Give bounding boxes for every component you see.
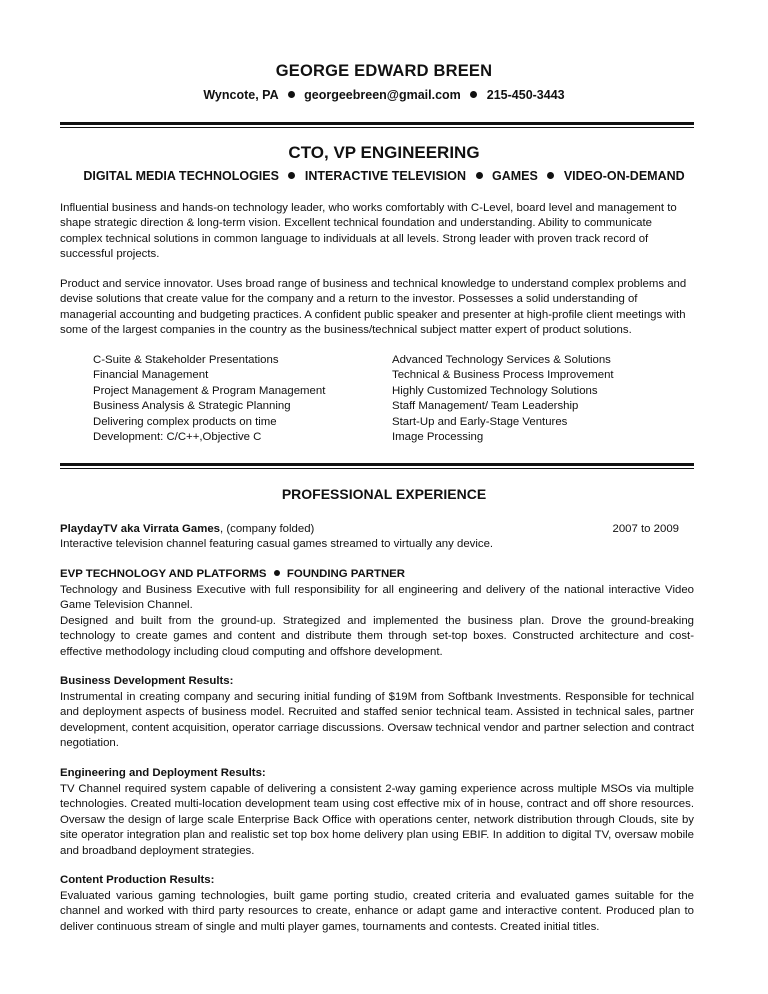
engineering-deployment-text: TV Channel required system capable of delivering a consistent 2-way gaming experience across multiple MSOs via multiple technologies. Created multi-location development team using cost effective mix of in house, contract and off shore resources. Oversaw the design of large scale Enterprise Back Office with operations center, network distribution through Clouds, site by site operator integration plan and realistic set top box home delivery plan using EBIF. In addition to digital TV, oversaw mobile and broadband deployment strategies. bbox=[60, 783, 694, 857]
phone: 215-450-3443 bbox=[486, 88, 565, 102]
company-name: PlaydayTV aka Virrata Games bbox=[60, 523, 220, 535]
summary-paragraph-2: Product and service innovator. Uses broad range of business and technical knowledge to understand complex problems and devise solutions that create value for the company and a return to the investor. Possesses a solid understanding of managerial accounting and budgeting practices. A confident public speaker and presenter at high-profile client meetings with some of the largest companies in the country as the business/technical subject matter expert of product solutions. bbox=[60, 278, 687, 337]
section-heading-experience: PROFESSIONAL EXPERIENCE bbox=[281, 486, 487, 502]
bullet-dot-icon bbox=[547, 172, 554, 179]
skill-item: Start-Up and Early-Stage Ventures bbox=[392, 415, 568, 428]
content-production-text: Evaluated various gaming technologies, built game porting studio, created criteria and evaluated games suitable for the channel and worked with third party resources to create, enhance or adapt game and interactive content. Produced plan to deliver continuous stream of single and multi player games, tournaments and contests. Created initial titles. bbox=[60, 890, 694, 933]
role-title: FOUNDING PARTNER bbox=[286, 568, 405, 580]
specialty: GAMES bbox=[492, 169, 538, 183]
role-title: EVP TECHNOLOGY AND PLATFORMS bbox=[60, 568, 267, 580]
specialty: INTERACTIVE TELEVISION bbox=[304, 169, 467, 183]
bullet-dot-icon bbox=[470, 91, 477, 98]
candidate-name: GEORGE EDWARD BREEN bbox=[275, 62, 493, 80]
bullet-dot-icon bbox=[476, 172, 483, 179]
skill-item: Financial Management bbox=[93, 369, 209, 382]
business-development-text: Instrumental in creating company and securing initial funding of $19M from Softbank Investments. Responsible for technical and deployment aspects of business model. Recruited and staffed senior technical team. Assisted in technical sales, partner development, content acquisition, operator carriage discussions. Oversaw technical vendor and partner selection and contract negotiation. bbox=[60, 691, 694, 750]
bullet-dot-icon bbox=[274, 570, 280, 576]
skill-item: Delivering complex products on time bbox=[93, 415, 277, 428]
skill-item: Business Analysis & Strategic Planning bbox=[93, 400, 291, 413]
summary-paragraph-1: Influential business and hands-on technology leader, who works comfortably with C-Level, board level and management to shape strategic direction & long-term vision. Excellent technical foundation and understanding. Ability to communicate complex technical solutions in common language to individuals at all levels. Strong leader with proven track record of successful projects. bbox=[60, 202, 677, 261]
company-note: , (company folded) bbox=[220, 523, 315, 535]
job-header bbox=[60, 522, 694, 537]
role-description-2: Designed and built from the ground-up. Strategized and implemented the business plan. Drove the ground-breaking technology to create games and content and distribute them through set-top boxes. Constructed architecture and cost-effective methodology including cloud computing and offshore development. bbox=[60, 615, 694, 658]
skill-item: C-Suite & Stakeholder Presentations bbox=[93, 354, 279, 366]
bullet-dot-icon bbox=[288, 172, 295, 179]
specialty: VIDEO-ON-DEMAND bbox=[563, 169, 685, 183]
header-divider bbox=[60, 122, 694, 128]
email[interactable]: georgeebreen@gmail.com bbox=[304, 88, 461, 102]
job-role bbox=[60, 568, 405, 580]
skill-item: Staff Management/ Team Leadership bbox=[392, 400, 579, 413]
location: Wyncote, PA bbox=[203, 88, 279, 102]
skills-column-left bbox=[93, 353, 325, 445]
subheading-engineering-deployment: Engineering and Deployment Results: bbox=[60, 767, 266, 779]
skill-item: Highly Customized Technology Solutions bbox=[392, 384, 598, 397]
subheading-content-production: Content Production Results: bbox=[60, 874, 215, 886]
skill-item: Development: C/C++,Objective C bbox=[93, 431, 262, 444]
skill-item: Advanced Technology Services & Solutions bbox=[392, 354, 611, 366]
professional-title: CTO, VP ENGINEERING bbox=[288, 143, 480, 162]
specialty: DIGITAL MEDIA TECHNOLOGIES bbox=[83, 169, 279, 183]
specialties-line bbox=[0, 169, 768, 183]
skill-item: Project Management & Program Management bbox=[93, 384, 326, 397]
contact-line bbox=[0, 88, 768, 102]
job-dates: 2007 to 2009 bbox=[612, 523, 679, 535]
skill-item: Technical & Business Process Improvement bbox=[392, 369, 614, 382]
skills-column-right bbox=[392, 353, 614, 445]
skill-item: Image Processing bbox=[392, 431, 484, 444]
role-description-1: Technology and Business Executive with full responsibility for all engineering and delivery of the national interactive Video Game Television Channel. bbox=[60, 584, 694, 612]
section-divider bbox=[60, 463, 694, 469]
bullet-dot-icon bbox=[288, 91, 295, 98]
company-description: Interactive television channel featuring casual games streamed to virtually any device. bbox=[60, 538, 494, 550]
subheading-business-development: Business Development Results: bbox=[60, 675, 234, 687]
